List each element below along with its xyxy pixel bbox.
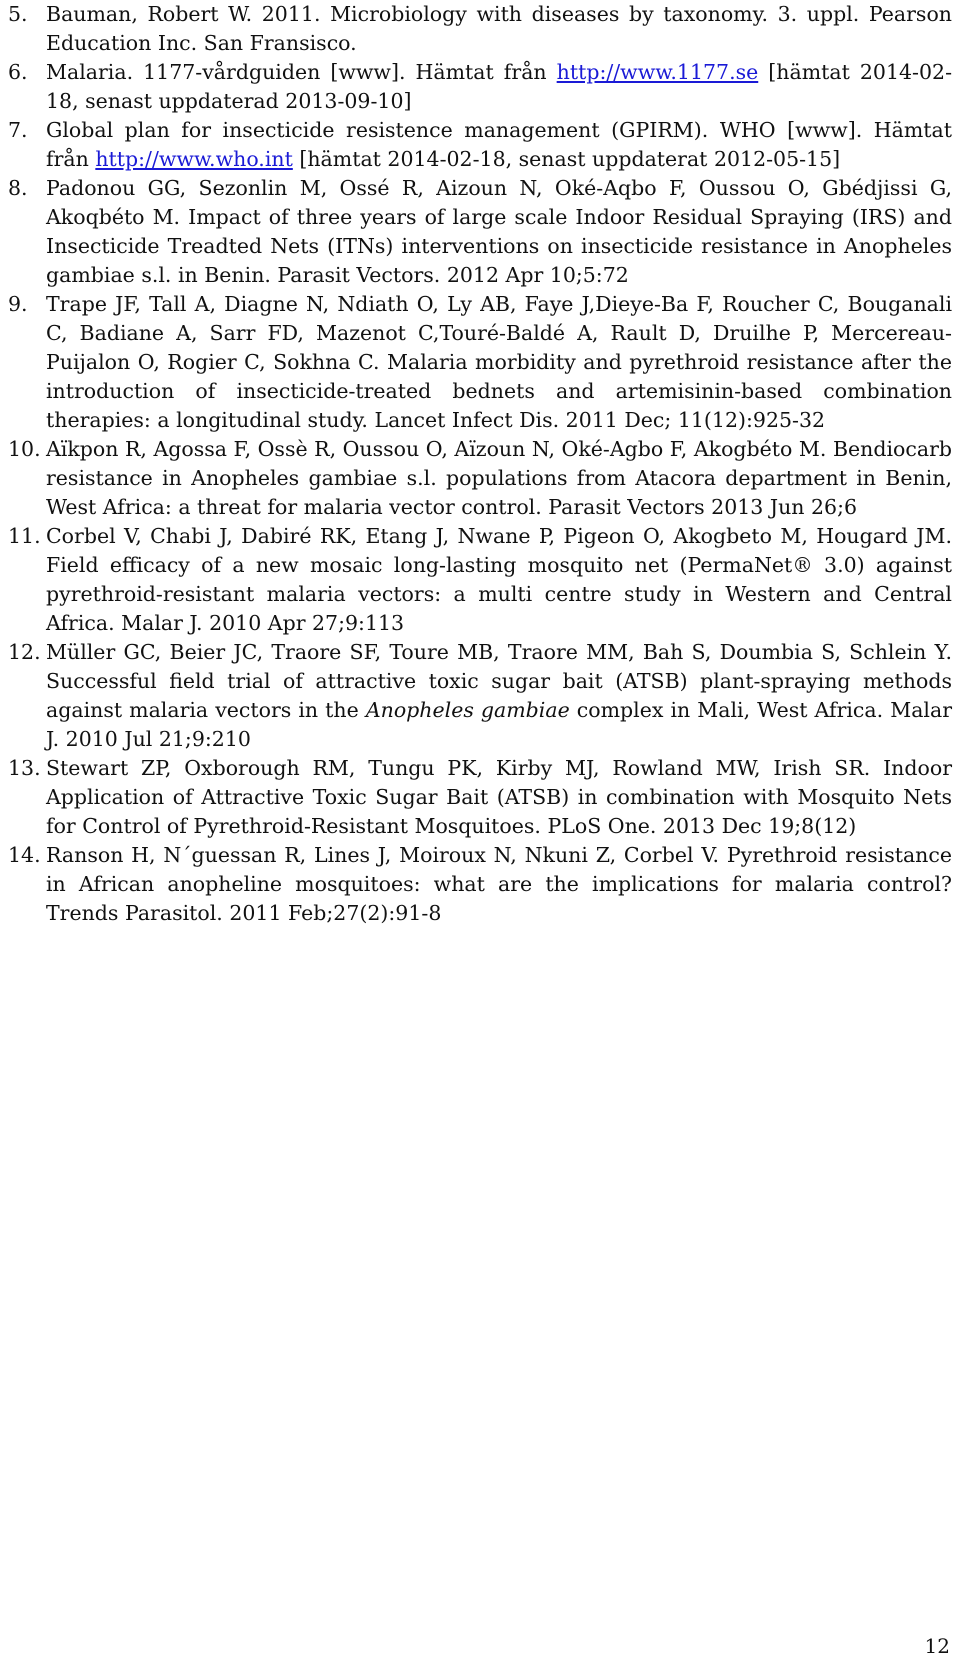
reference-item (8, 754, 952, 841)
reference-number: 14. (8, 843, 41, 867)
reference-item (8, 116, 952, 174)
reference-text-part: [hämtat 2014-02-18, senast uppdaterad 2013-09-10] (46, 60, 953, 113)
reference-item (8, 435, 952, 522)
reference-number: 8. (8, 176, 28, 200)
reference-text-part: Malaria. 1177-vårdguiden [www]. Hämtat från (46, 60, 557, 84)
reference-item (8, 522, 952, 638)
reference-number: 13. (8, 756, 41, 780)
reference-text: Ranson H, N´guessan R, Lines J, Moiroux N, Nkuni Z, Corbel V. Pyrethroid resistance in African anopheline mosquitoes: what are the implications for malaria control? Trends Parasitol. 2011 Feb;27(2):91-8 (46, 843, 952, 925)
reference-text (46, 58, 952, 116)
reference-item (8, 174, 952, 290)
reference-text-part: complex in Mali, West Africa. Malar J. 2010 Jul 21;9:210 (46, 698, 952, 751)
reference-number: 9. (8, 292, 28, 316)
reference-text-part: [hämtat 2014-02-18, senast uppdaterat 2012-05-15] (292, 147, 841, 171)
reference-number: 7. (8, 118, 28, 142)
reference-item (8, 0, 952, 58)
reference-text: Aïkpon R, Agossa F, Ossè R, Oussou O, Aïzoun N, Oké-Agbo F, Akogbéto M. Bendiocarb resistance in Anopheles gambiae s.l. populations from Atacora department in Benin, West Africa: a threat for malaria vector control. Parasit Vectors 2013 Jun 26;6 (46, 437, 952, 519)
reference-number: 10. (8, 437, 41, 461)
reference-item (8, 841, 952, 928)
reference-text-part: Müller GC, Beier JC, Traore SF, Toure MB, Traore MM, Bah S, Doumbia S, Schlein Y. Successful field trial of attractive toxic sugar bait (ATSB) plant-spraying methods against malaria vectors in the (46, 640, 952, 722)
reference-number: 12. (8, 640, 41, 664)
reference-text: Stewart ZP, Oxborough RM, Tungu PK, Kirby MJ, Rowland MW, Irish SR. Indoor Application of Attractive Toxic Sugar Bait (ATSB) in combination with Mosquito Nets for Control of Pyrethroid-Resistant Mosquitoes. PLoS One. 2013 Dec 19;8(12) (46, 756, 952, 838)
reference-text: Corbel V, Chabi J, Dabiré RK, Etang J, Nwane P, Pigeon O, Akogbeto M, Hougard JM. Field efficacy of a new mosaic long-lasting mosquito net (PermaNet® 3.0) against pyrethroid-resistant malaria vectors: a multi centre study in Western and Central Africa. Malar J. 2010 Apr 27;9:113 (46, 524, 952, 635)
reference-item (8, 58, 952, 116)
reference-number: 5. (8, 2, 28, 26)
reference-link[interactable]: http://www.who.int (95, 147, 293, 171)
reference-item (8, 290, 952, 435)
reference-list (8, 0, 952, 928)
reference-number: 6. (8, 60, 28, 84)
reference-text (46, 638, 952, 754)
reference-text: Bauman, Robert W. 2011. Microbiology with diseases by taxonomy. 3. uppl. Pearson Education Inc. San Fransisco. (46, 2, 952, 55)
reference-item (8, 638, 952, 754)
reference-text: Padonou GG, Sezonlin M, Ossé R, Aizoun N, Oké-Aqbo F, Oussou O, Gbédjissi G, Akoqbéto M. Impact of three years of large scale Indoor Residual Spraying (IRS) and Insecticide Treadted Nets (ITNs) interventions on insecticide resistance in Anopheles gambiae s.l. in Benin. Parasit Vectors. 2012 Apr 10;5:72 (46, 176, 952, 287)
reference-number: 11. (8, 524, 41, 548)
reference-text-part: Global plan for insecticide resistence management (GPIRM). WHO [www]. Hämtat från (46, 118, 952, 171)
document-page (8, 0, 952, 928)
page-number: 12 (924, 1634, 950, 1658)
reference-text: Trape JF, Tall A, Diagne N, Ndiath O, Ly AB, Faye J,Dieye-Ba F, Roucher C, Bouganali C, Badiane A, Sarr FD, Mazenot C,Touré-Baldé A, Rault D, Druilhe P, Mercereau-Puijalon O, Rogier C, Sokhna C. Malaria morbidity and pyrethroid resistance after the introduction of insecticide-treated bednets and artemisinin-based combination therapies: a longitudinal study. Lancet Infect Dis. 2011 Dec; 11(12):925-32 (46, 292, 952, 432)
reference-text (46, 116, 952, 174)
species-name: Anopheles gambiae (365, 698, 570, 722)
reference-link[interactable]: http://www.1177.se (556, 60, 759, 84)
